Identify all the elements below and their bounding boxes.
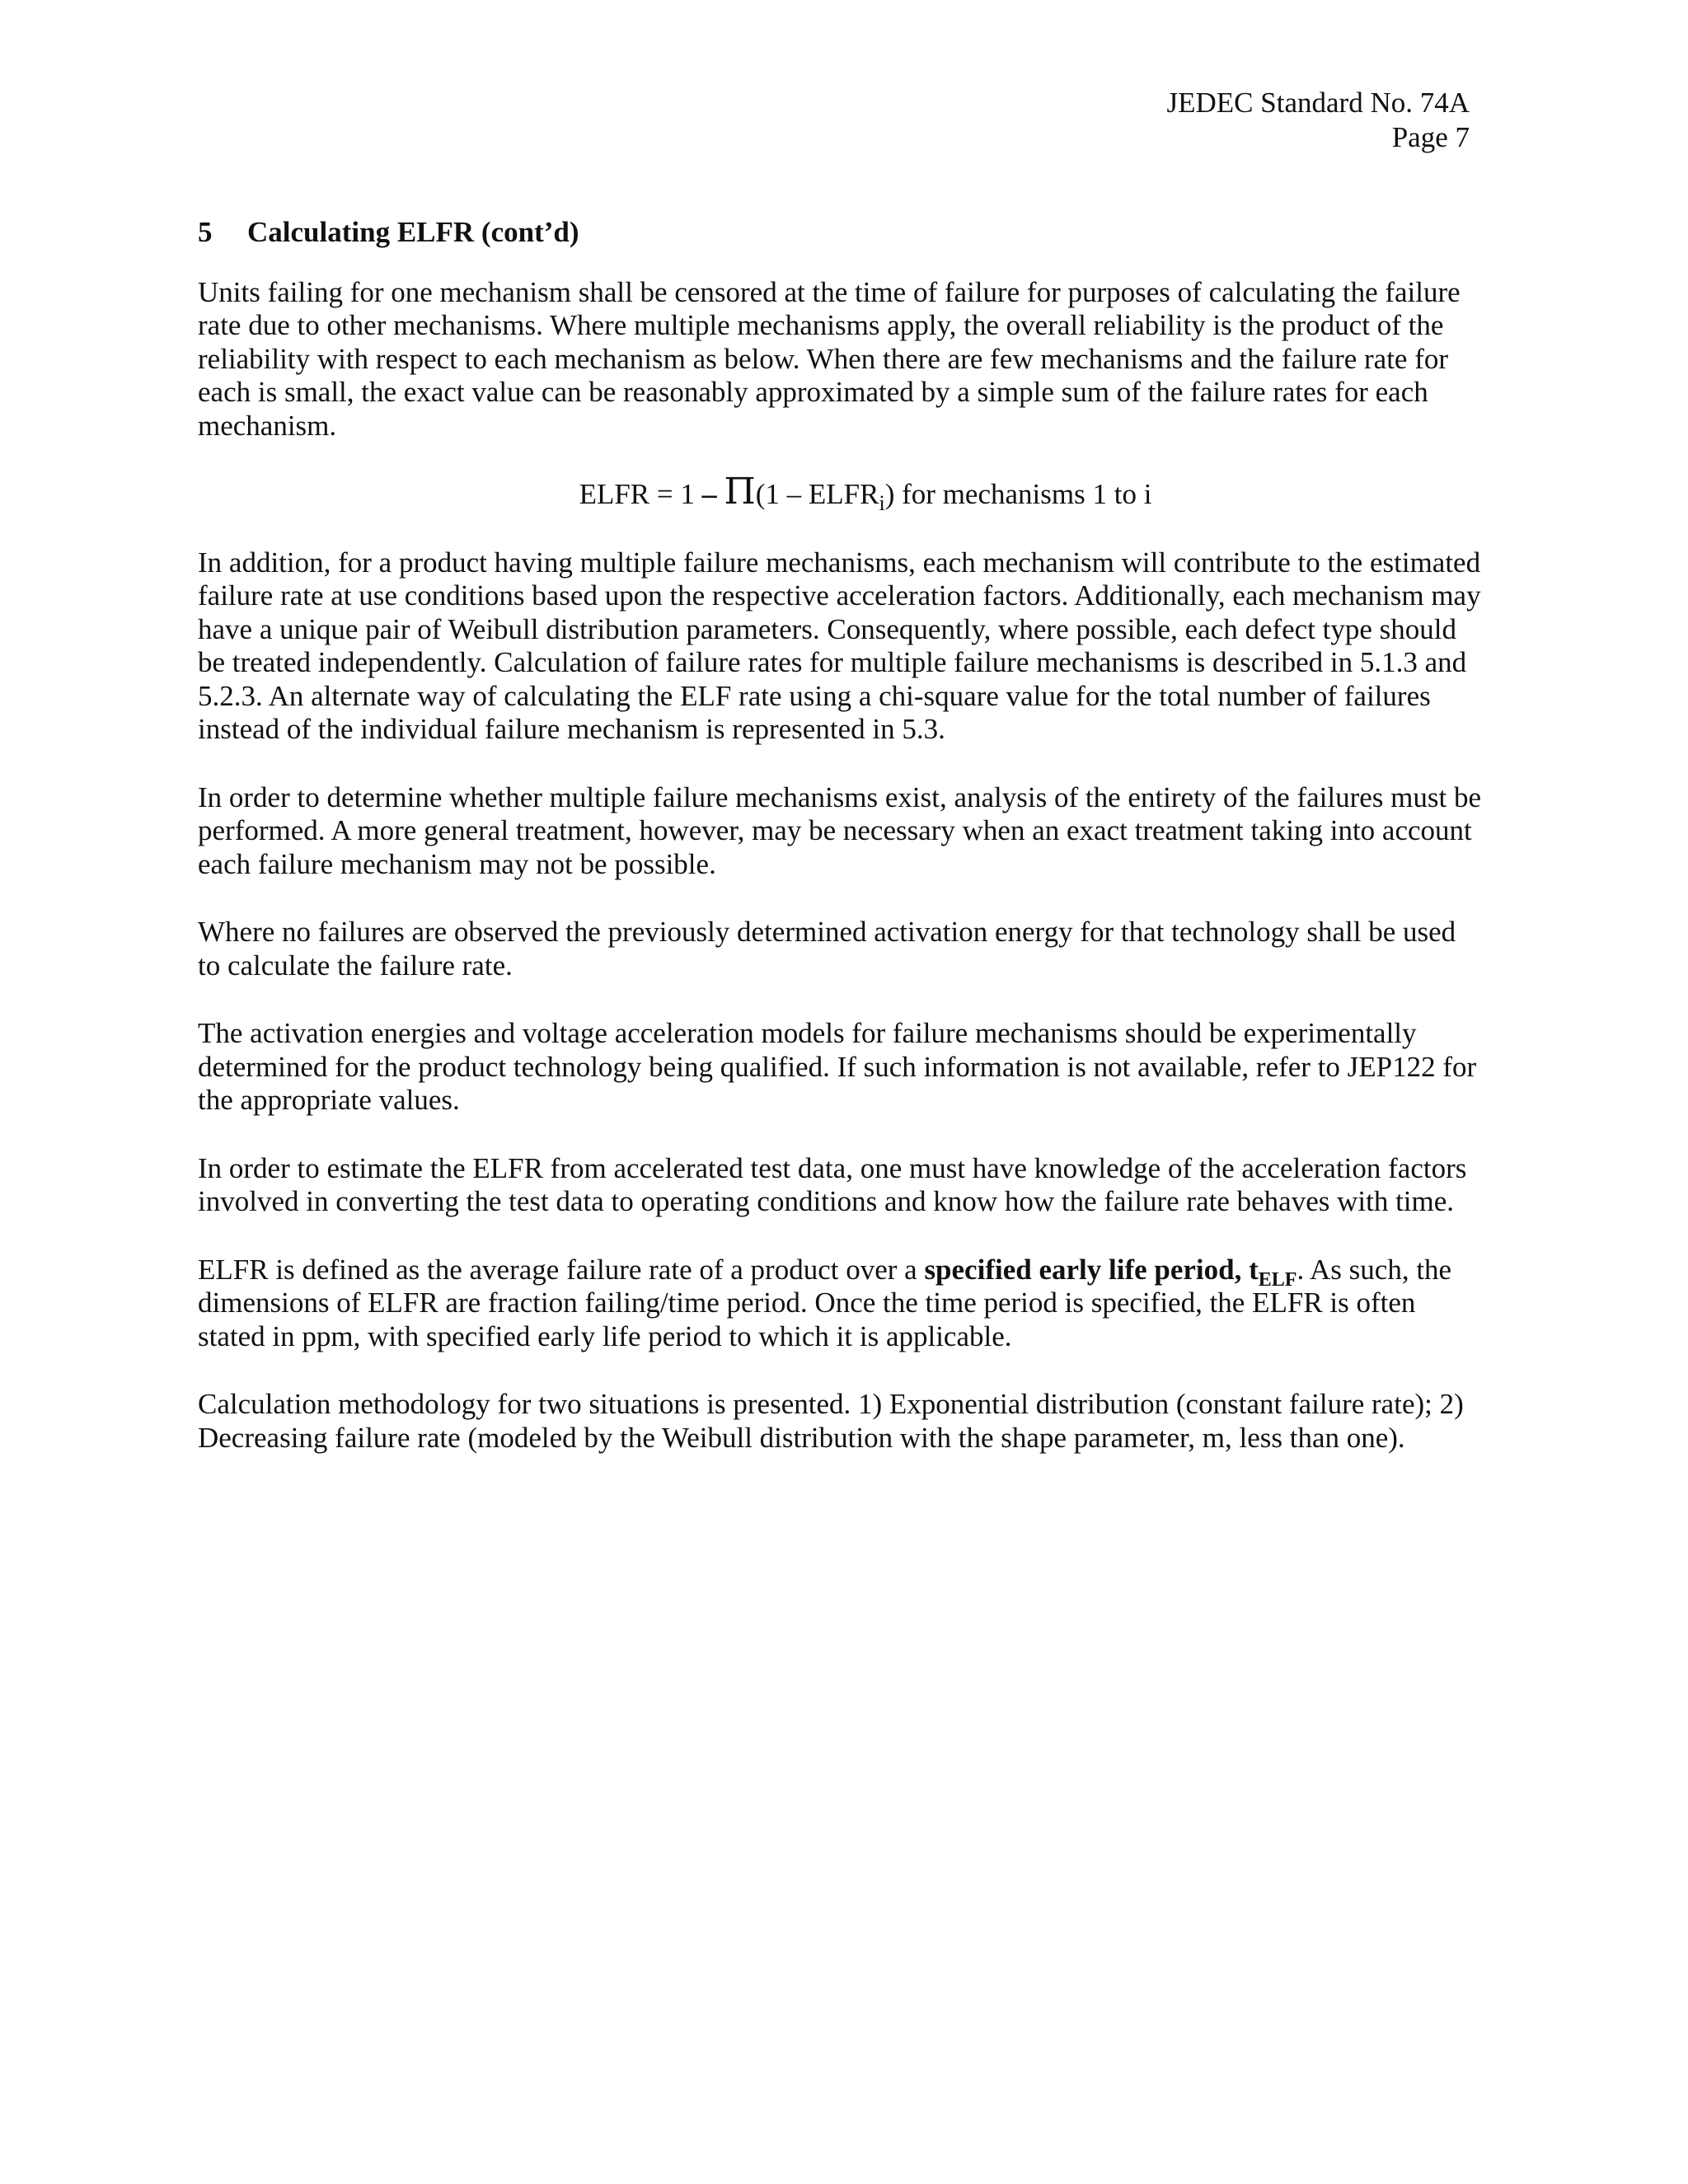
equation-subscript: i [879,491,885,515]
paragraph-activation-energies: The activation energies and voltage acceleration models for failure mechanisms should be experimentally determined for the product technology being qualified. If such information is not available, refer to JEP122 for the appropriate values. [198,1017,1477,1116]
paragraph-methodology: Calculation methodology for two situations is presented. 1) Exponential distribution (constant failure rate); 2) Decreasing failure rate (modeled by the Weibull distribution with the shape parameter, m, less than one). [198,1388,1464,1454]
elf-subscript: ELF [1258,1268,1297,1291]
definition-post: . As such, the dimensions of ELFR are fraction failing/time period. Once the time period is specified, the ELFR is often stated in ppm, with specified early life period to which it is applicable. [198,1253,1452,1352]
section-number: 5 [198,216,213,248]
product-symbol: Π [724,471,756,513]
paragraph-no-failures: Where no failures are observed the previously determined activation energy for that technology shall be used to calculate the failure rate. [198,916,1456,982]
paragraph-elfr-definition [198,1254,1484,1354]
early-life-period-text: specified early life period, t [924,1253,1259,1286]
paragraph-multiple-mechanisms: In addition, for a product having multiple failure mechanisms, each mechanism will contribute to the estimated failure rate at use conditions based upon the respective acceleration factors. Additionally, each mechanism may have a unique pair of Weibull distribution parameters. Consequently, where possible, each defect type should be treated independently. Calculation of failure rates for multiple failure mechanisms is described in 5.1.3 and 5.2.3. An alternate way of calculating the ELF rate using a chi-square value for the total number of failures instead of the individual failure mechanism is represented in 5.3. [198,546,1481,745]
paragraph-determine-mechanisms: In order to determine whether multiple failure mechanisms exist, analysis of the entirety of the failures must be performed. A more general treatment, however, may be necessary when an exact treatment taking into account each failure mechanism may not be possible. [198,780,1482,880]
body-content [198,216,1484,1489]
paragraph-censoring: Units failing for one mechanism shall be censored at the time of failure for purposes of calculating the failure rate due to other mechanisms. Where multiple mechanisms apply, the overall reliability is the product of the reliability with respect to each mechanism as below. When there are few mechanisms and the failure rate for each is small, the exact value can be reasonably approximated by a simple sum of the failure rates for each mechanism. [198,275,1461,442]
equation-minus: – [701,477,717,510]
early-life-period-term [924,1253,1297,1291]
section-heading [198,216,1484,250]
elfr-equation [198,471,1484,515]
standard-name: JEDEC Standard No. 74A [1166,87,1470,119]
page-header [1167,86,1470,155]
paragraph-accelerated-data: In order to estimate the ELFR from accelerated test data, one must have knowledge of the acceleration factors involved in converting the test data to operating conditions and know how the failure rate behaves with time. [198,1151,1467,1217]
page-number: Page 7 [1391,121,1470,153]
equation-close: ) for mechanisms 1 to i [884,478,1152,510]
equation-open: (1 – ELFR [755,478,879,510]
section-title: Calculating ELFR (cont’d) [247,216,579,248]
definition-pre: ELFR is defined as the average failure rate of a product over a [198,1253,925,1286]
equation-lhs: ELFR = 1 [579,478,702,510]
